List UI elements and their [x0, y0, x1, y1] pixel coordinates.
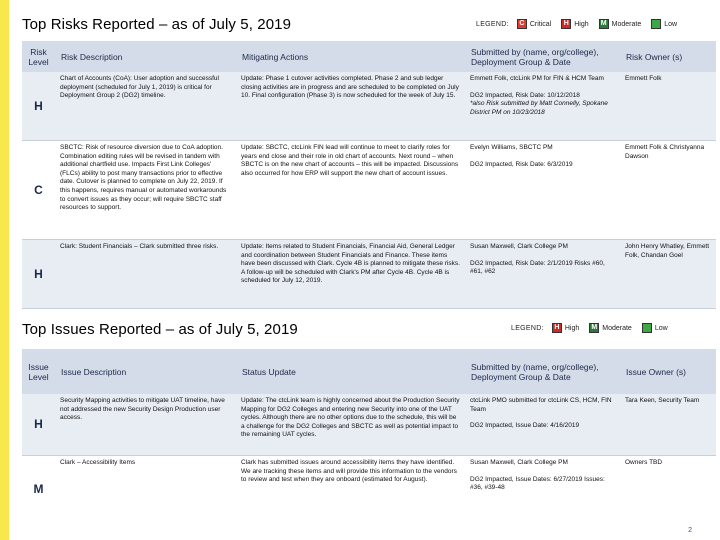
submitted-date: DG2 Impacted, Risk Date: 6/3/2019 [470, 160, 573, 168]
header-submitted-by: Submitted by (name, org/college), Deployment Group & Date [471, 361, 599, 382]
risk-owner: John Henry Whatley, Emmett Folk, Chandan Goel [625, 243, 710, 259]
risk-description: Chart of Accounts (CoA): User adoption and successful deployment (scheduled for July 1, 2019) is critical for Deployment Group 2 (DG2) timeline. [60, 75, 219, 100]
header-submitted-by: Submitted by (name, org/college), Deployment Group & Date [471, 46, 599, 67]
legend-label: LEGEND: [511, 324, 544, 332]
header-issue-description: Issue Description [61, 366, 127, 377]
issues-header-row [22, 349, 716, 394]
submitted-date: DG2 Impacted, Risk Date: 10/12/2018 [470, 91, 580, 99]
header-status-update: Status Update [242, 366, 296, 377]
risk-mitigation: Update: Phase 1 cutover activities completed. Phase 2 and sub ledger closing activities are in progress and are scheduled to be completed on July 10. Final configuration (Phase 3) is now scheduled for the week of July 15. [241, 75, 459, 100]
issue-level-badge: H [34, 417, 43, 432]
accent-bar [0, 0, 9, 540]
submitted-date: DG2 Impacted, Risk Date: 2/1/2019 Risks #60, #61, #62 [470, 259, 605, 276]
risks-legend [476, 19, 687, 29]
page-number: 2 [688, 527, 692, 534]
legend-high-swatch: H [552, 323, 562, 333]
submitted-name: Evelyn Williams, SBCTC PM [470, 144, 553, 151]
legend-low-text: Low [654, 324, 668, 332]
legend-moderate-swatch: M [589, 323, 599, 333]
issue-description: Clark – Accessibility Items [60, 459, 136, 466]
table-row [22, 456, 716, 522]
table-row [22, 240, 716, 309]
legend-low-text: Low [664, 20, 678, 28]
legend-moderate-swatch: M [599, 19, 609, 29]
risk-mitigation: Update: Items related to Student Financials, Financial Aid, General Ledger and coordination between Student Financials and Finance. These items have been discussed with Clark. Cycle 4B is planned to mitigate these risks. A follow-up will be scheduled with Clark's PM after Cycle 4B. Cycle 4B is scheduled for July 12, 2019. [241, 243, 460, 285]
submitted-name: ctcLink PMO submitted for ctcLink CS, HCM, FIN Team [470, 397, 612, 413]
header-risk-owner: Risk Owner (s) [626, 51, 683, 62]
risk-description: SBCTC: Risk of resource diversion due to CoA adoption. Combination editing rules will be revised in tandem with additional chartfield use. Impacts First Link Colleges' (FLCs) ability to post many transactions prior to effective date. Cutover is planned to complete on July 22, 2019. If this happens, requires manual or automated workarounds to convert issues as they occur; will require SBCTC staff resources to support. [60, 144, 227, 212]
risk-level-badge: C [34, 182, 43, 197]
legend-critical-swatch: C [517, 19, 527, 29]
legend-moderate-text: Moderate [602, 324, 632, 332]
submitted-date: DG2 Impacted, Issue Date: 4/16/2019 [470, 422, 580, 430]
legend-high-text: High [574, 20, 589, 28]
table-row [22, 394, 716, 456]
header-issue-level: Issue Level [28, 361, 49, 382]
issue-status: Clark has submitted issues around accessibility items they have identified. We are tracking these items and will provide this information to the vendors to review and test when they are onboard (estimated for August). [241, 459, 457, 484]
risks-title: Top Risks Reported – as of July 5, 2019 [22, 16, 292, 33]
issue-owner: Owners TBD [625, 459, 663, 466]
header-risk-description: Risk Description [61, 51, 123, 62]
risks-header-row [22, 41, 716, 72]
risk-description: Clark: Student Financials – Clark submitted three risks. [60, 243, 219, 250]
risk-submitted [465, 72, 620, 140]
risk-level-badge: H [34, 266, 43, 281]
submitted-date: DG2 Impacted, Issue Dates: 6/27/2019 Issues: #36, #39-48 [470, 475, 605, 492]
risk-mitigation: Update: SBCTC, ctcLink FIN lead will continue to meet to clarify roles for years end close and their role in old chart of accounts. Next round – when SBCTC is on the new chart of accounts – this will be impacted. Discussions also occurred for how ERP will support the new chart of account issues. [241, 144, 459, 177]
legend-label: LEGEND: [476, 20, 509, 28]
legend-high-text: High [564, 324, 580, 332]
submitted-note: *also Risk submitted by Matt Connelly, Spokane District PM on 10/23/2018 [470, 100, 608, 116]
legend-moderate-text: Moderate [611, 20, 642, 28]
issue-status: Update: The ctcLink team is highly concerned about the Production Security Mapping for DG2 Colleges and entering new Security into one of the UAT cycles. Although there are no other options due to the schedule, this will be a challenge for the DG2 Colleges and SBCTC as well as potential impact to the remaining UAT cycles. [241, 397, 460, 439]
header-mitigating-actions: Mitigating Actions [242, 51, 309, 62]
legend-low-swatch [642, 323, 652, 333]
table-row [22, 72, 716, 141]
risk-owner: Emmett Folk & Christyanna Dawson [625, 144, 705, 160]
header-issue-owner: Issue Owner (s) [626, 366, 686, 377]
issue-submitted [465, 456, 620, 522]
issues-title: Top Issues Reported – as of July 5, 2019 [22, 321, 298, 338]
submitted-name: Susan Maxwell, Clark College PM [470, 459, 568, 466]
issue-description: Security Mapping activities to mitigate UAT timeline, have not addressed the new Security Design Production user access. [60, 397, 225, 422]
risk-owner: Emmett Folk [625, 75, 662, 82]
issue-level-badge: M [33, 481, 44, 496]
issues-table [22, 394, 716, 522]
legend-critical-text: Critical [529, 20, 552, 28]
risk-submitted [465, 240, 620, 308]
legend-high-swatch: H [561, 19, 571, 29]
legend-low-swatch [651, 19, 661, 29]
issue-submitted [465, 394, 620, 455]
risk-level-badge: H [34, 98, 43, 113]
issue-owner: Tara Keen, Security Team [625, 397, 700, 404]
submitted-name: Emmett Folk, ctcLink PM for FIN & HCM Team [470, 75, 604, 82]
table-row [22, 141, 716, 240]
risk-submitted [465, 141, 620, 239]
issues-legend [511, 323, 678, 333]
risks-table [22, 72, 716, 314]
submitted-name: Susan Maxwell, Clark College PM [470, 243, 568, 250]
header-risk-level: Risk Level [28, 46, 49, 67]
